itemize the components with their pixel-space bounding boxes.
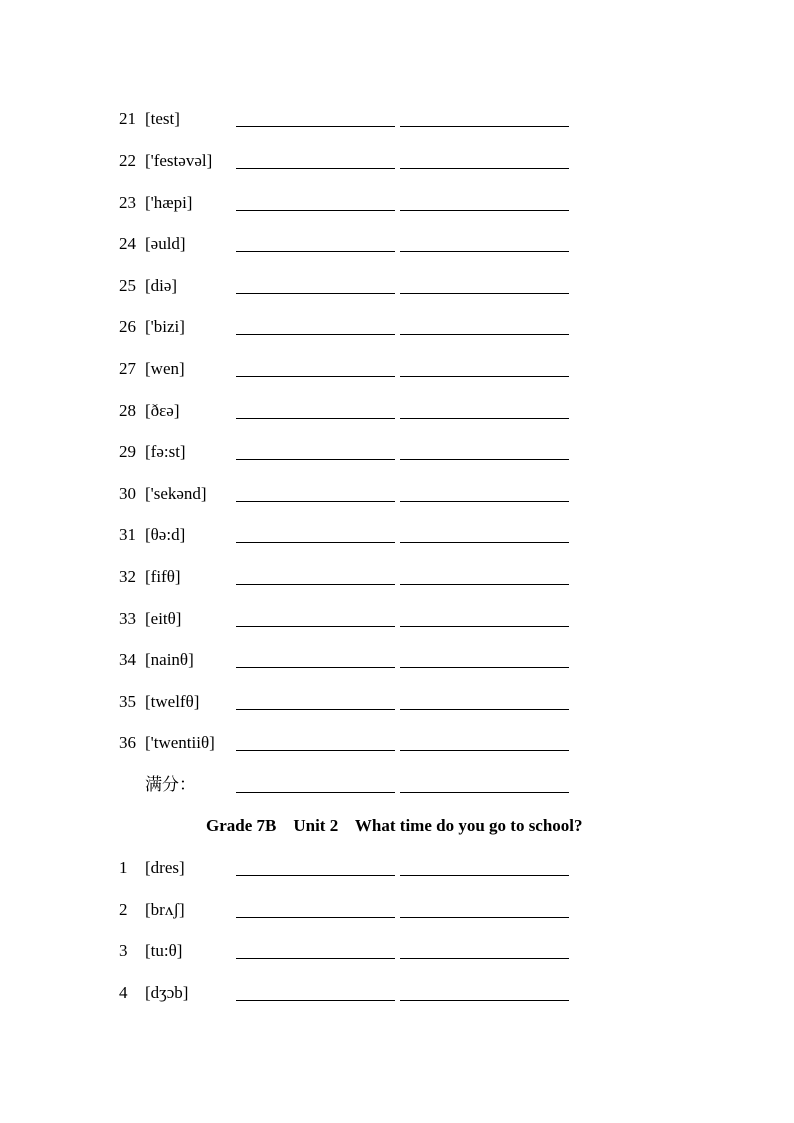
phonetic-transcription: ['twentiiθ] [145,733,215,752]
item-number: 30 [119,484,136,503]
vocab-row [0,524,794,548]
item-number: 33 [119,609,136,628]
phonetic-transcription: [fifθ] [145,567,181,586]
answer-blank-word[interactable] [236,626,395,627]
vocab-row [0,275,794,299]
vocab-row [0,108,794,132]
answer-blank-word[interactable] [236,126,395,127]
answer-blank-word[interactable] [236,542,395,543]
phonetic-transcription: [brʌʃ] [145,900,185,919]
item-number: 2 [119,900,128,919]
vocab-row [0,316,794,340]
answer-blank-word[interactable] [236,376,395,377]
answer-blank-meaning[interactable] [400,958,569,959]
item-number: 34 [119,650,136,669]
answer-blank-meaning[interactable] [400,210,569,211]
answer-blank-meaning[interactable] [400,667,569,668]
phonetic-transcription: [test] [145,109,180,128]
item-number: 25 [119,276,136,295]
phonetic-transcription: [əuld] [145,234,186,253]
vocab-row [0,857,794,881]
vocab-row [0,233,794,257]
score-blank-2[interactable] [400,792,569,793]
item-number: 29 [119,442,136,461]
answer-blank-meaning[interactable] [400,917,569,918]
vocab-row [0,441,794,465]
phonetic-transcription: [diə] [145,276,178,295]
phonetic-transcription: ['bizi] [145,317,185,336]
phonetic-transcription: ['hæpi] [145,193,193,212]
answer-blank-word[interactable] [236,1000,395,1001]
full-score-row [0,774,794,798]
unit-heading: Grade 7B Unit 2 What time do you go to school? [206,816,583,835]
phonetic-transcription: [nainθ] [145,650,194,669]
vocab-row [0,566,794,590]
answer-blank-meaning[interactable] [400,501,569,502]
vocab-row [0,982,794,1006]
answer-blank-meaning[interactable] [400,126,569,127]
phonetic-transcription: [eitθ] [145,609,182,628]
item-number: 22 [119,151,136,170]
answer-blank-meaning[interactable] [400,626,569,627]
item-number: 36 [119,733,136,752]
answer-blank-meaning[interactable] [400,376,569,377]
answer-blank-word[interactable] [236,251,395,252]
vocab-row [0,150,794,174]
item-number: 35 [119,692,136,711]
vocab-row [0,400,794,424]
item-number: 26 [119,317,136,336]
phonetic-transcription: ['festəvəl] [145,151,213,170]
item-number: 23 [119,193,136,212]
vocab-row [0,358,794,382]
answer-blank-meaning[interactable] [400,875,569,876]
item-number: 21 [119,109,136,128]
phonetic-transcription: [dʒɔb] [145,983,189,1002]
full-score-label: 满分： [145,775,196,795]
answer-blank-word[interactable] [236,334,395,335]
item-number: 32 [119,567,136,586]
score-blank-1[interactable] [236,792,395,793]
answer-blank-meaning[interactable] [400,584,569,585]
item-number: 27 [119,359,136,378]
vocab-row [0,940,794,964]
phonetic-transcription: [twelfθ] [145,692,200,711]
vocab-row [0,649,794,673]
vocab-row [0,483,794,507]
item-number: 31 [119,525,136,544]
item-number: 24 [119,234,136,253]
answer-blank-word[interactable] [236,584,395,585]
answer-blank-word[interactable] [236,501,395,502]
phonetic-transcription: [ðɛə] [145,401,180,420]
answer-blank-word[interactable] [236,709,395,710]
answer-blank-word[interactable] [236,168,395,169]
answer-blank-meaning[interactable] [400,459,569,460]
answer-blank-word[interactable] [236,875,395,876]
answer-blank-word[interactable] [236,459,395,460]
phonetic-transcription: [dres] [145,858,185,877]
vocab-row [0,732,794,756]
answer-blank-meaning[interactable] [400,542,569,543]
item-number: 4 [119,983,128,1002]
phonetic-transcription: ['sekənd] [145,484,207,503]
item-number: 28 [119,401,136,420]
answer-blank-word[interactable] [236,210,395,211]
phonetic-transcription: [wen] [145,359,185,378]
answer-blank-meaning[interactable] [400,709,569,710]
answer-blank-meaning[interactable] [400,750,569,751]
answer-blank-meaning[interactable] [400,418,569,419]
answer-blank-word[interactable] [236,917,395,918]
vocab-row [0,608,794,632]
answer-blank-word[interactable] [236,750,395,751]
answer-blank-word[interactable] [236,667,395,668]
item-number: 1 [119,858,128,877]
vocab-row [0,899,794,923]
answer-blank-word[interactable] [236,293,395,294]
phonetic-transcription: [tu:θ] [145,941,183,960]
answer-blank-meaning[interactable] [400,334,569,335]
answer-blank-meaning[interactable] [400,168,569,169]
phonetic-transcription: [θə:d] [145,525,186,544]
vocab-row [0,691,794,715]
item-number: 3 [119,941,128,960]
answer-blank-meaning[interactable] [400,1000,569,1001]
answer-blank-meaning[interactable] [400,293,569,294]
answer-blank-meaning[interactable] [400,251,569,252]
vocab-row [0,192,794,216]
answer-blank-word[interactable] [236,418,395,419]
phonetic-transcription: [fə:st] [145,442,186,461]
answer-blank-word[interactable] [236,958,395,959]
